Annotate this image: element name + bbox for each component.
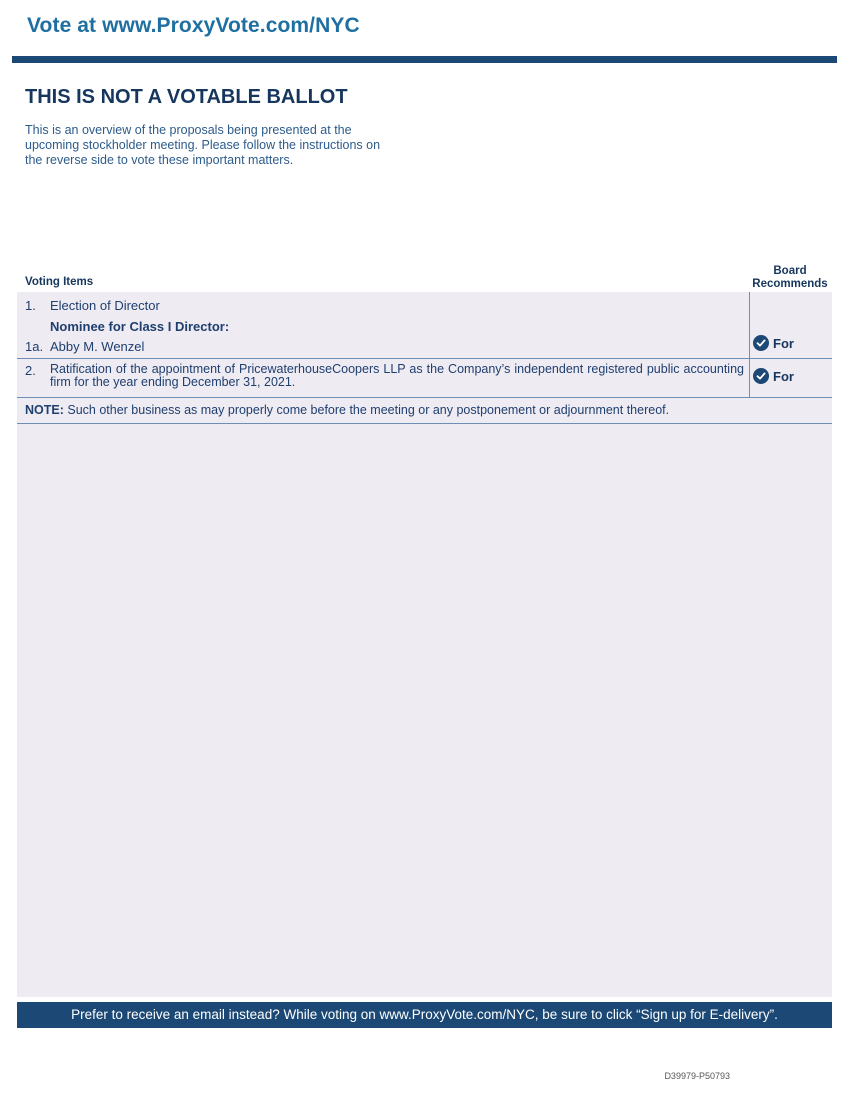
board-header-line: Recommends <box>752 278 828 290</box>
check-circle-icon <box>753 368 769 384</box>
edelivery-banner: Prefer to receive an email instead? While voting on www.ProxyVote.com/NYC, be sure to click “Sign up for E-delivery”. <box>17 1002 832 1028</box>
board-recommends-header <box>748 265 832 291</box>
note-text <box>25 403 669 417</box>
note-label: NOTE: <box>25 403 64 417</box>
vote-link[interactable]: Vote at www.ProxyVote.com/NYC <box>27 14 360 37</box>
nominee-subheading: Nominee for Class I Director: <box>50 319 230 334</box>
recommendation-item-1a <box>753 335 794 351</box>
voting-items-header: Voting Items <box>25 276 94 288</box>
column-divider <box>749 292 750 397</box>
note-body: Such other business as may properly come before the meeting or any postponement or adjournment thereof. <box>63 403 670 417</box>
document-code: D39979-P50793 <box>664 1071 730 1081</box>
recommendation-label: For <box>773 368 794 384</box>
intro-line: This is an overview of the proposals being presented at the <box>25 123 352 137</box>
recommendation-item-2 <box>753 368 794 384</box>
item-text: Ratification of the appointment of PricewaterhouseCoopers LLP as the Company’s independent registered public accounting firm for the year ending December 31, 2021. <box>50 362 744 389</box>
nominee-name: Abby M. Wenzel <box>50 339 145 354</box>
header-divider-bar <box>12 56 837 63</box>
check-circle-icon <box>753 335 769 351</box>
row-divider <box>17 397 832 398</box>
row-divider <box>17 358 832 359</box>
intro-paragraph <box>25 123 425 168</box>
item-number: 2. <box>25 363 36 378</box>
recommendation-label: For <box>773 335 794 351</box>
item-text: Election of Director <box>50 298 160 313</box>
intro-line: the reverse side to vote these important matters. <box>25 153 294 167</box>
intro-line: upcoming stockholder meeting. Please follow the instructions on <box>25 138 381 152</box>
nominee-number: 1a. <box>25 339 44 354</box>
item-number: 1. <box>25 298 36 313</box>
row-divider <box>17 423 832 424</box>
board-header-line: Board <box>773 265 807 277</box>
page-title: THIS IS NOT A VOTABLE BALLOT <box>25 86 348 108</box>
